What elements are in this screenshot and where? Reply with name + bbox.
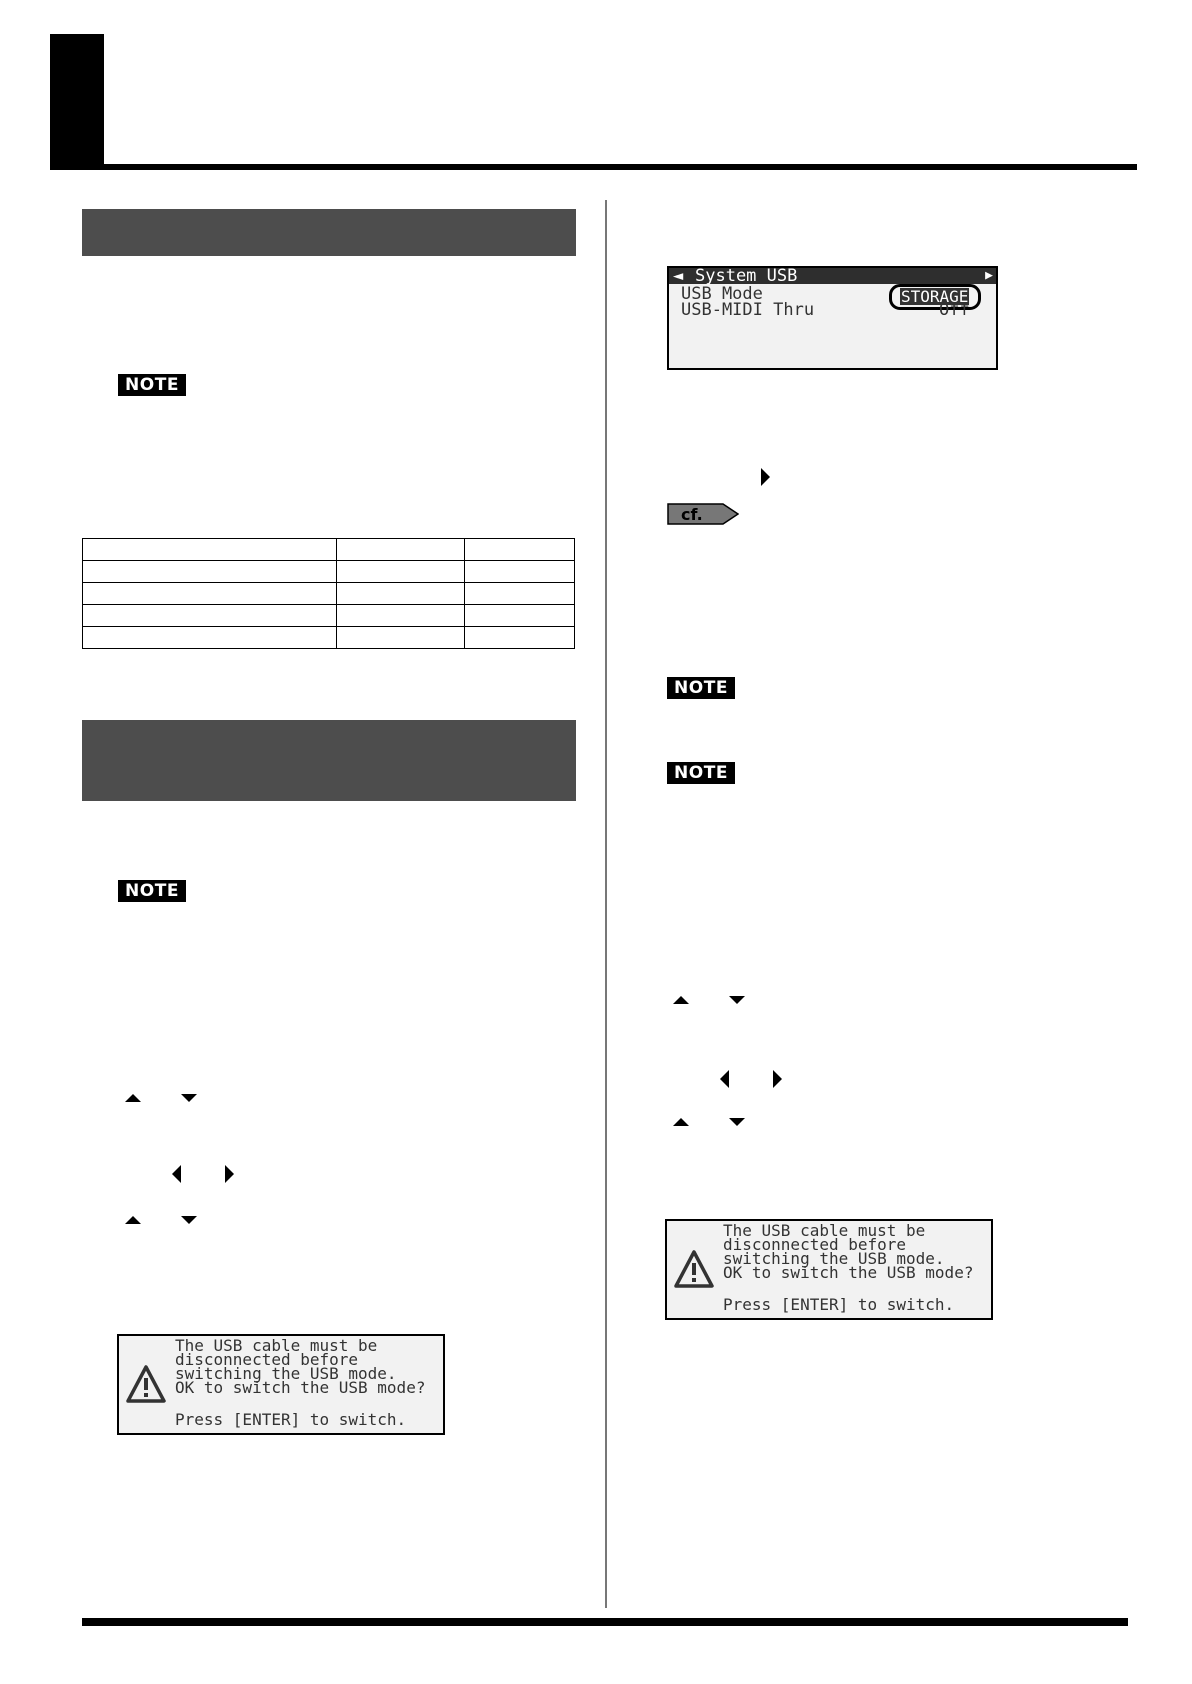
page-right-icon: ▶ [985, 268, 993, 283]
cursor-up-icon [123, 1210, 143, 1230]
cursor-down-icon [727, 1112, 747, 1132]
screen-title-bar [669, 268, 996, 284]
note-badge: NOTE [118, 880, 186, 902]
enter-instruction: Press [ENTER] to switch. [175, 1410, 407, 1429]
footer-rule [82, 1618, 1128, 1626]
usb-midi-thru-value[interactable]: Off [939, 300, 970, 320]
enter-instruction: Press [ENTER] to switch. [723, 1295, 955, 1314]
section-heading-bar [82, 720, 576, 801]
section-heading-bar [82, 209, 576, 256]
cursor-left-icon [167, 1164, 187, 1184]
table-row [83, 561, 575, 583]
table-row [83, 605, 575, 627]
cursor-right-icon [219, 1164, 239, 1184]
usb-midi-thru-label: USB-MIDI Thru [681, 300, 815, 320]
note-badge: NOTE [118, 374, 186, 396]
warning-icon [673, 1249, 715, 1289]
screen-title: System USB [695, 266, 798, 286]
table-row [83, 539, 575, 561]
cf-label: cf. [681, 505, 703, 524]
cursor-down-icon [727, 990, 747, 1010]
warning-icon [125, 1364, 167, 1404]
system-usb-screen [667, 266, 998, 370]
cursor-right-icon [755, 467, 775, 487]
chapter-tab [50, 34, 104, 170]
usb-mode-value-text: STORAGE [901, 287, 969, 306]
cursor-right-icon [767, 1069, 787, 1089]
cursor-left-icon [715, 1069, 735, 1089]
warning-message: The USB cable must be disconnected before switching the USB mode. OK to switch the USB mode? [723, 1221, 974, 1282]
usb-mode-label: USB Mode [681, 284, 763, 304]
cursor-down-icon [179, 1210, 199, 1230]
table-row [83, 583, 575, 605]
spec-table [82, 538, 575, 649]
cf-reference-icon [667, 503, 739, 525]
usb-mode-warning-screen [117, 1334, 445, 1435]
warning-message: The USB cable must be disconnected before switching the USB mode. OK to switch the USB mode? [175, 1336, 426, 1397]
cursor-up-icon [671, 990, 691, 1010]
header-rule [50, 164, 1137, 170]
page-left-icon: ◄ [673, 266, 684, 286]
cursor-up-icon [671, 1112, 691, 1132]
note-badge: NOTE [667, 677, 735, 699]
column-divider [605, 200, 607, 1608]
cursor-down-icon [179, 1088, 199, 1108]
note-badge: NOTE [667, 762, 735, 784]
usb-mode-warning-screen [665, 1219, 993, 1320]
table-row [83, 627, 575, 649]
cursor-up-icon [123, 1088, 143, 1108]
